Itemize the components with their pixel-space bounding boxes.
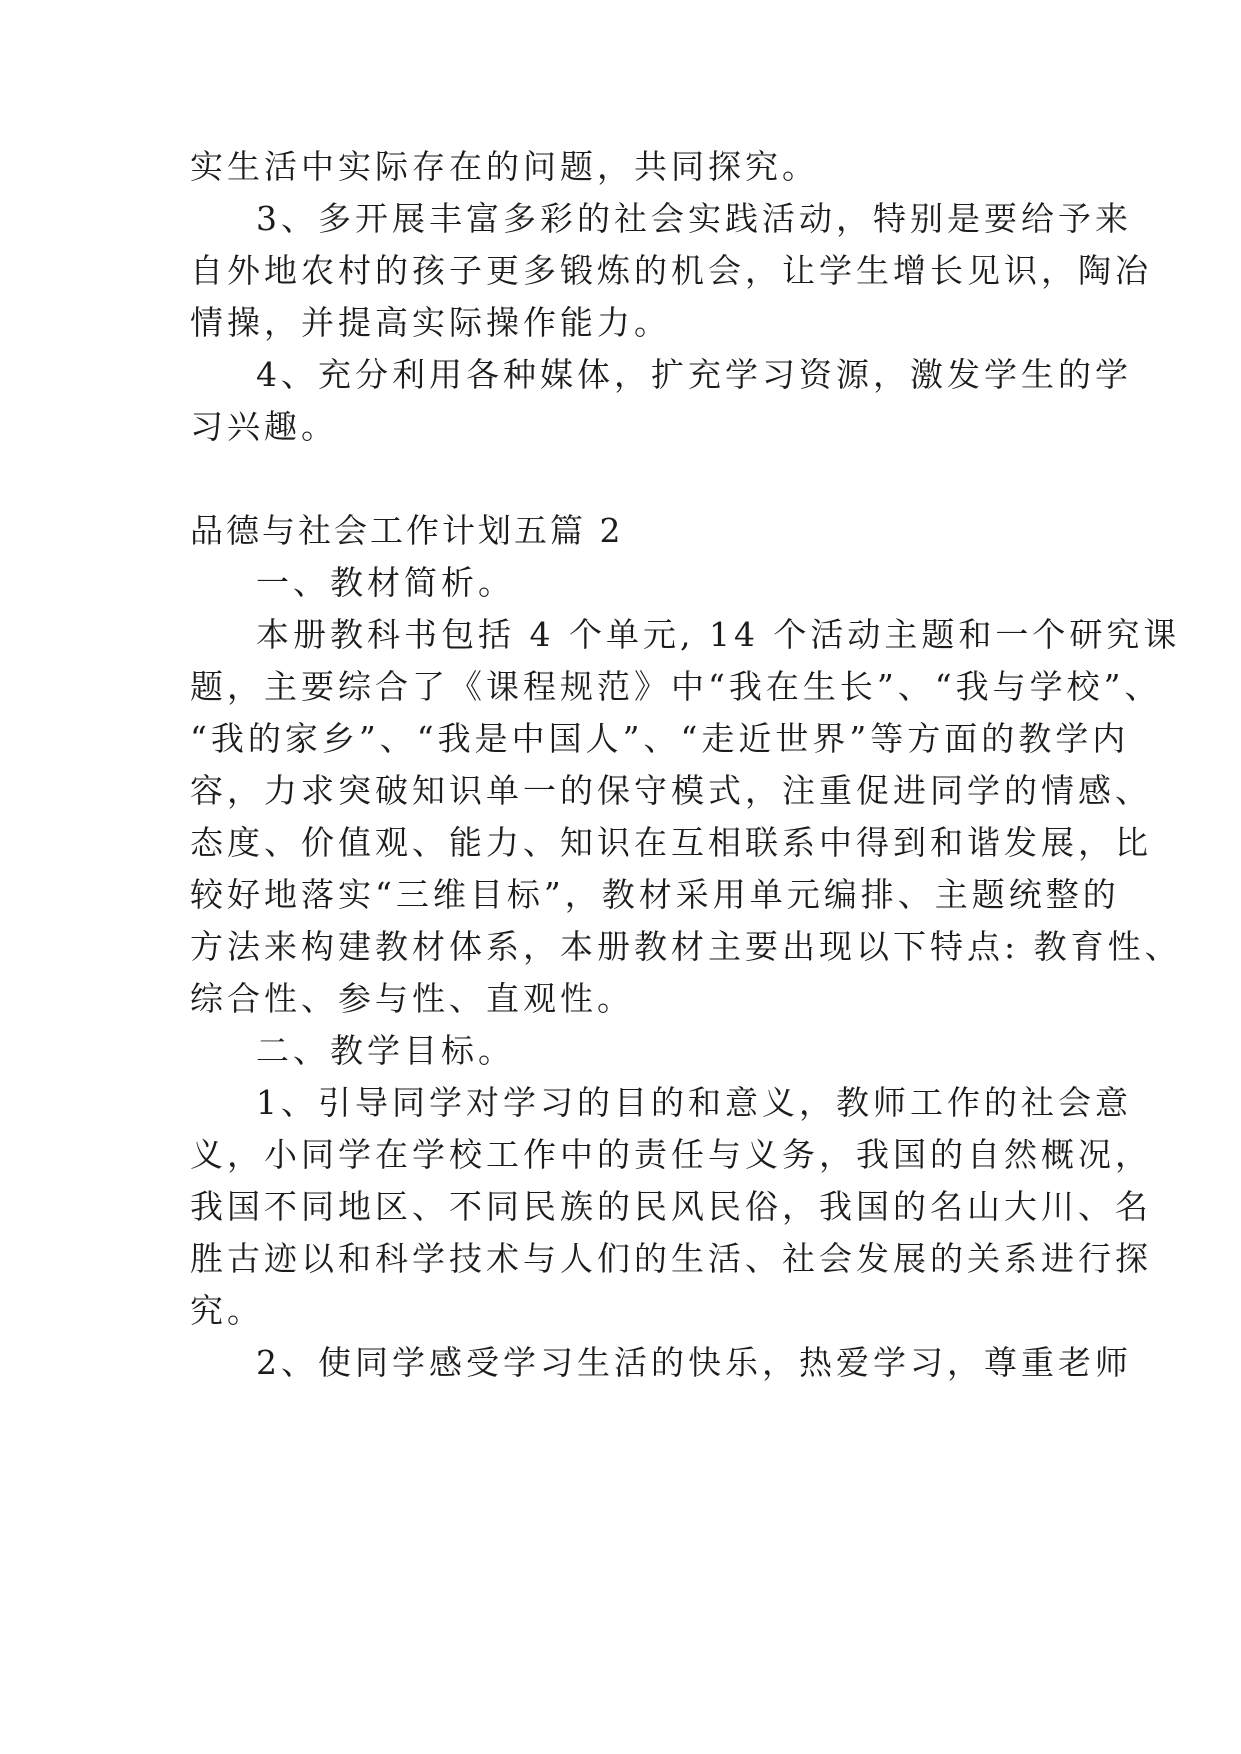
body-text-line: 情操，并提高实际操作能力。 bbox=[190, 303, 671, 342]
list-item-2: 2、使同学感受学习生活的快乐，热爱学习，尊重老师 bbox=[256, 1343, 1132, 1382]
section-heading: 品德与社会工作计划五篇 2 bbox=[190, 511, 624, 550]
body-text-line: 胜古迹以和科学技术与人们的生活、社会发展的关系进行探 bbox=[190, 1239, 1152, 1278]
body-text-line: 较好地落实“三维目标”，教材采用单元编排、主题统整的 bbox=[190, 875, 1120, 914]
subsection-title-2: 二、教学目标。 bbox=[256, 1031, 515, 1070]
body-text-line: 义，小同学在学校工作中的责任与义务，我国的自然概况， bbox=[190, 1135, 1152, 1174]
body-text-line: 综合性、参与性、直观性。 bbox=[190, 979, 634, 1018]
body-text-line: 方法来构建教材体系，本册教材主要出现以下特点: 教育性、 bbox=[190, 927, 1182, 966]
body-text-line: “我的家乡”、“我是中国人”、“走近世界”等方面的教学内 bbox=[190, 719, 1130, 758]
subsection-title-1: 一、教材简析。 bbox=[256, 563, 515, 602]
body-text-line: 本册教科书包括 4 个单元, 14 个活动主题和一个研究课 bbox=[256, 615, 1181, 654]
body-text-line: 究。 bbox=[190, 1291, 264, 1330]
body-text-line: 态度、价值观、能力、知识在互相联系中得到和谐发展，比 bbox=[190, 823, 1152, 862]
body-text-line: 我国不同地区、不同民族的民风民俗，我国的名山大川、名 bbox=[190, 1187, 1152, 1226]
list-item-1: 1、引导同学对学习的目的和意义，教师工作的社会意 bbox=[256, 1083, 1132, 1122]
body-text-line: 容，力求突破知识单一的保守模式，注重促进同学的情感、 bbox=[190, 771, 1152, 810]
body-text-line: 自外地农村的孩子更多锻炼的机会，让学生增长见识，陶冶 bbox=[190, 251, 1152, 290]
list-item-4: 4、充分利用各种媒体，扩充学习资源，激发学生的学 bbox=[256, 355, 1132, 394]
body-text-line: 题，主要综合了《课程规范》中“我在生长”、“我与学校”、 bbox=[190, 667, 1162, 706]
body-text-line: 实生活中实际存在的问题，共同探究。 bbox=[190, 147, 819, 186]
body-text-line: 习兴趣。 bbox=[190, 407, 338, 446]
list-item-3: 3、多开展丰富多彩的社会实践活动，特别是要给予来 bbox=[256, 199, 1132, 238]
